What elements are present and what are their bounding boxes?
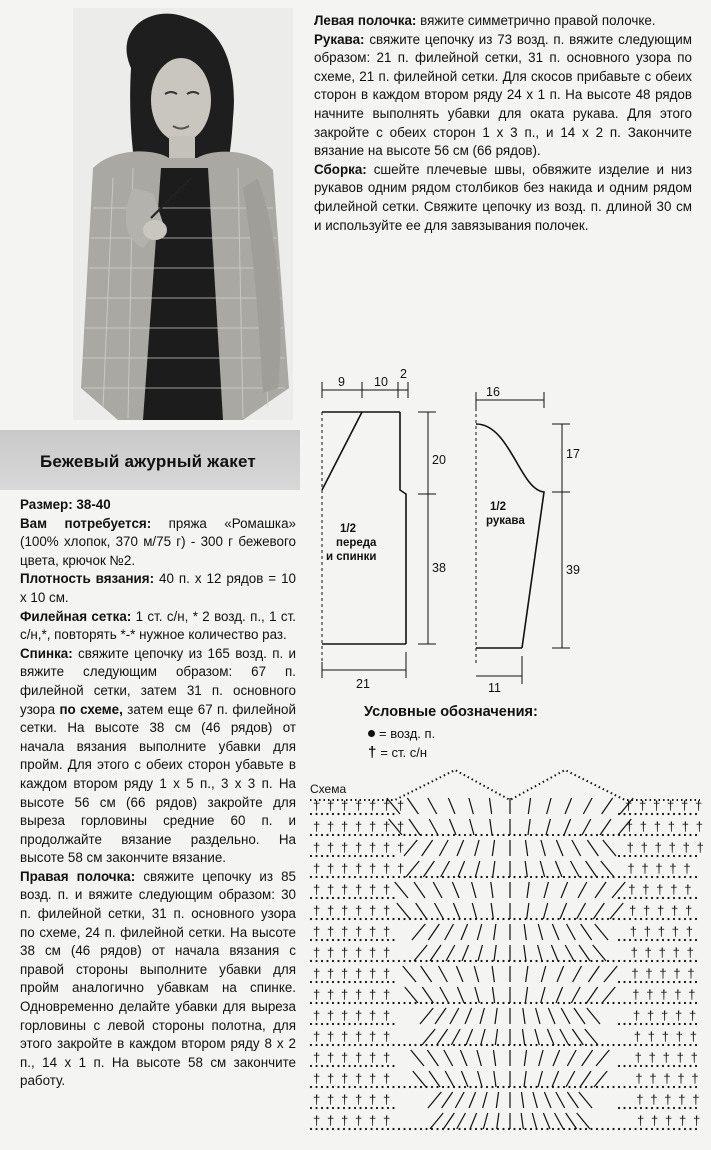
svg-text:†: † <box>327 819 335 834</box>
svg-text:†: † <box>636 1092 644 1107</box>
svg-text:†: † <box>313 924 321 939</box>
svg-text:†: † <box>397 840 405 855</box>
sleeve-bottom-dim: 11 <box>488 681 501 692</box>
svg-text:†: † <box>355 819 363 834</box>
svg-text:†: † <box>683 861 691 876</box>
svg-text:†: † <box>327 987 335 1002</box>
svg-text:†: † <box>327 1029 335 1044</box>
density-paragraph <box>20 570 296 607</box>
svg-text:†: † <box>681 819 690 834</box>
svg-text:†: † <box>341 798 349 813</box>
svg-text:†: † <box>650 1092 658 1107</box>
page-title: Бежевый ажурный жакет <box>40 452 256 471</box>
svg-text:†: † <box>625 798 633 813</box>
svg-text:†: † <box>645 966 653 981</box>
svg-text:†: † <box>656 882 664 897</box>
svg-text:†: † <box>631 966 639 981</box>
svg-text:†: † <box>327 882 335 897</box>
svg-text:†: † <box>633 1029 642 1044</box>
svg-text:†: † <box>630 945 638 960</box>
model-photo <box>73 8 293 420</box>
right-front-paragraph <box>20 868 296 1091</box>
svg-text:†: † <box>397 819 405 834</box>
svg-text:†: † <box>639 819 648 834</box>
sleeve-side-dim-2: 39 <box>566 563 580 577</box>
svg-text:†: † <box>643 903 651 918</box>
svg-text:†: † <box>691 1071 699 1086</box>
svg-text:†: † <box>397 861 405 876</box>
svg-text:†: † <box>692 1092 700 1107</box>
svg-text:†: † <box>685 924 694 939</box>
svg-text:†: † <box>695 798 703 813</box>
svg-text:†: † <box>369 1029 377 1044</box>
svg-text:†: † <box>327 966 335 981</box>
svg-text:†: † <box>679 1113 687 1128</box>
svg-text:†: † <box>663 1071 671 1086</box>
svg-text:†: † <box>355 882 363 897</box>
right-front-text: свяжите цепочку из 85 возд. п. и вяжите следующим образом: 30 п. филейной сетки, 31 п. основного узора по схеме, 24 п. филейной сетки. На высоте 38 см (46 рядов) от начала вязания с правой стороны выполните убавки для пройм аналогично убавкам на спинке. Одновременно делайте убавки для выреза горловины с левой стороны полотна, для этого закройте в каждом втором ряду 8 х 2 п., 14 х 1 п. На высоте 58 см закончите работу. <box>20 868 296 1089</box>
svg-text:†: † <box>693 1113 701 1128</box>
left-front-paragraph <box>314 12 692 31</box>
svg-text:†: † <box>341 924 349 939</box>
svg-text:†: † <box>655 861 663 876</box>
svg-text:†: † <box>633 1008 641 1023</box>
svg-text:†: † <box>667 819 676 834</box>
svg-text:†: † <box>327 945 335 960</box>
svg-text:†: † <box>685 903 693 918</box>
svg-text:†: † <box>642 882 650 897</box>
svg-text:†: † <box>383 1029 391 1044</box>
assembly-label: Сборка: <box>314 161 367 177</box>
svg-text:†: † <box>341 1071 349 1086</box>
legend-chain-text: = возд. п. <box>379 726 436 741</box>
svg-text:†: † <box>671 924 680 939</box>
svg-text:†: † <box>341 861 349 876</box>
svg-text:†: † <box>313 1029 321 1044</box>
svg-text:†: † <box>313 840 321 855</box>
svg-text:†: † <box>369 1050 377 1065</box>
svg-text:†: † <box>695 819 704 834</box>
svg-text:†: † <box>688 987 696 1002</box>
body-label-2: переда <box>336 537 377 549</box>
assembly-text: сшейте плечевые швы, обвяжите изделие и низ рукавов одним рядом столбиков без накида и одним рядом филейной сетки. Свяжите цепочку из возд. п. длиной 30 см и используйте ее для завязывания полочек. <box>314 161 692 233</box>
svg-text:†: † <box>627 861 635 876</box>
schema-label: Схема <box>310 782 347 796</box>
svg-text:†: † <box>355 924 363 939</box>
svg-text:†: † <box>657 903 665 918</box>
svg-text:†: † <box>327 840 335 855</box>
svg-text:†: † <box>313 882 321 897</box>
legend-dc-text: = ст. с/н <box>380 745 428 760</box>
svg-text:†: † <box>369 966 377 981</box>
svg-text:†: † <box>313 1113 321 1128</box>
svg-text:†: † <box>327 1113 335 1128</box>
left-front-text: вяжите симметрично правой полочке. <box>420 13 656 28</box>
materials-label: Вам потребуется: <box>20 515 152 531</box>
sleeve-side-dim-1: 17 <box>566 447 580 461</box>
body-top-dim-1: 9 <box>338 375 345 389</box>
svg-text:†: † <box>383 903 391 918</box>
svg-text:†: † <box>651 1113 659 1128</box>
svg-text:†: † <box>397 798 405 813</box>
svg-text:†: † <box>653 819 662 834</box>
svg-text:†: † <box>644 945 652 960</box>
svg-text:†: † <box>355 1029 363 1044</box>
svg-text:†: † <box>341 840 349 855</box>
svg-text:†: † <box>355 1008 363 1023</box>
assembly-paragraph <box>314 161 692 235</box>
svg-text:†: † <box>673 966 681 981</box>
svg-text:†: † <box>625 819 634 834</box>
svg-text:†: † <box>327 1092 335 1107</box>
filet-label: Филейная сетка: <box>20 608 132 624</box>
svg-text:†: † <box>682 840 690 855</box>
svg-text:†: † <box>659 966 667 981</box>
svg-text:†: † <box>640 840 648 855</box>
svg-text:†: † <box>662 1050 670 1065</box>
svg-text:†: † <box>341 882 349 897</box>
svg-text:†: † <box>668 840 676 855</box>
left-front-label: Левая полочка: <box>314 13 417 28</box>
svg-text:†: † <box>383 798 391 813</box>
density-label: Плотность вязания: <box>20 571 155 587</box>
svg-text:†: † <box>341 987 349 1002</box>
svg-text:†: † <box>628 882 636 897</box>
svg-text:†: † <box>341 1008 349 1023</box>
svg-text:†: † <box>678 1092 686 1107</box>
svg-text:†: † <box>383 1008 391 1023</box>
svg-text:†: † <box>341 966 349 981</box>
body-label-3: и спинки <box>326 551 377 563</box>
svg-text:†: † <box>341 903 349 918</box>
svg-text:†: † <box>313 903 321 918</box>
svg-text:†: † <box>327 903 335 918</box>
svg-text:†: † <box>327 1008 335 1023</box>
right-front-label: Правая полочка: <box>20 868 136 884</box>
legend-chain <box>368 726 435 741</box>
svg-text:†: † <box>635 1071 643 1086</box>
svg-text:†: † <box>629 903 637 918</box>
svg-text:†: † <box>654 840 662 855</box>
svg-text:†: † <box>313 987 321 1002</box>
svg-text:†: † <box>355 840 363 855</box>
svg-text:†: † <box>369 1092 377 1107</box>
svg-text:†: † <box>383 861 391 876</box>
svg-text:†: † <box>327 1050 335 1065</box>
svg-text:†: † <box>653 798 661 813</box>
svg-text:†: † <box>369 798 377 813</box>
svg-text:†: † <box>383 1050 391 1065</box>
svg-text:†: † <box>689 1029 698 1044</box>
svg-text:†: † <box>383 1071 391 1086</box>
svg-text:†: † <box>313 1050 321 1065</box>
svg-text:†: † <box>383 1113 391 1128</box>
filet-text: 1 ст. с/н, * 2 возд. п., 1 ст. с/н,*, повторять *-* нужное количество раз. <box>20 608 296 643</box>
pattern-diagrams <box>300 362 711 692</box>
back-text-2: затем еще 67 п. филейной сетки. На высоте 38 см (46 рядов) от начала вязания выполните убавки для пройм. Для этого с обеих сторон убавьте в каждом втором ряду 1 х 5 п., 3 х 3 п. На высоте 56 см (66 рядов) закройте для выреза горловины средние 60 п. и продолжайте вязание раздельно. На высоте 58 см закончите вязание. <box>20 701 296 866</box>
svg-text:†: † <box>327 798 335 813</box>
svg-text:†: † <box>665 1113 673 1128</box>
svg-text:†: † <box>674 987 682 1002</box>
svg-text:†: † <box>369 861 377 876</box>
chain-stitch-icon <box>368 730 375 737</box>
density-text: 40 п. х 12 рядов = 10 х 10 см. <box>20 571 296 605</box>
legend-title: Условные обозначения: <box>364 704 538 720</box>
svg-text:†: † <box>383 1092 391 1107</box>
svg-text:†: † <box>341 1092 349 1107</box>
svg-text:†: † <box>647 1008 655 1023</box>
svg-text:†: † <box>327 924 335 939</box>
double-crochet-icon: † <box>368 744 377 761</box>
body-side-dim-1: 20 <box>432 453 446 467</box>
svg-text:†: † <box>658 945 666 960</box>
svg-text:†: † <box>369 819 377 834</box>
svg-text:†: † <box>313 861 321 876</box>
svg-text:†: † <box>660 987 668 1002</box>
svg-text:†: † <box>383 987 391 1002</box>
svg-text:†: † <box>667 798 675 813</box>
materials-text: пряжа «Ромашка» (100% хлопок, 370 м/75 г) - 300 г бежевого цвета, крючок №2. <box>20 515 296 568</box>
svg-text:†: † <box>313 819 321 834</box>
size-label: Размер: <box>20 497 73 512</box>
svg-text:†: † <box>341 1029 349 1044</box>
left-column <box>20 496 296 1091</box>
svg-text:†: † <box>676 1050 684 1065</box>
svg-text:†: † <box>327 861 335 876</box>
svg-text:†: † <box>687 966 695 981</box>
svg-text:†: † <box>355 1092 363 1107</box>
svg-text:†: † <box>672 945 680 960</box>
back-bold: по схеме, <box>59 701 123 717</box>
sleeve-label-2: рукава <box>486 515 525 527</box>
svg-text:†: † <box>637 1113 645 1128</box>
svg-text:†: † <box>670 882 678 897</box>
svg-text:†: † <box>355 987 363 1002</box>
svg-text:†: † <box>641 861 649 876</box>
svg-text:†: † <box>689 1008 697 1023</box>
svg-text:†: † <box>664 1092 672 1107</box>
svg-text:†: † <box>681 798 689 813</box>
svg-text:†: † <box>649 1071 657 1086</box>
svg-text:†: † <box>327 1071 335 1086</box>
svg-text:†: † <box>383 945 391 960</box>
svg-text:†: † <box>313 945 321 960</box>
svg-text:†: † <box>369 1071 377 1086</box>
size-paragraph <box>20 496 296 515</box>
filet-paragraph <box>20 608 296 645</box>
svg-text:†: † <box>686 945 694 960</box>
body-bottom-dim: 21 <box>356 677 370 691</box>
svg-text:†: † <box>355 966 363 981</box>
body-label-1: 1/2 <box>340 523 356 535</box>
body-side-dim-2: 38 <box>432 561 446 575</box>
svg-text:†: † <box>355 1071 363 1086</box>
svg-text:†: † <box>369 924 377 939</box>
svg-text:†: † <box>639 798 647 813</box>
svg-text:†: † <box>669 861 677 876</box>
legend-dc <box>368 744 427 761</box>
svg-text:†: † <box>696 840 704 855</box>
crochet-schema <box>305 760 705 1145</box>
svg-text:†: † <box>355 861 363 876</box>
svg-text:†: † <box>313 1008 321 1023</box>
svg-text:†: † <box>647 1029 656 1044</box>
body-top-dim-2: 10 <box>374 375 388 389</box>
right-column <box>314 12 692 235</box>
svg-text:†: † <box>369 882 377 897</box>
svg-text:†: † <box>632 987 640 1002</box>
svg-text:†: † <box>355 1113 363 1128</box>
svg-text:†: † <box>313 1092 321 1107</box>
svg-text:†: † <box>355 1050 363 1065</box>
svg-text:†: † <box>643 924 652 939</box>
svg-text:†: † <box>341 1113 349 1128</box>
svg-text:†: † <box>355 945 363 960</box>
svg-text:†: † <box>626 840 634 855</box>
svg-text:†: † <box>341 945 349 960</box>
svg-text:†: † <box>383 819 391 834</box>
back-text-1: свяжите цепочку из 165 возд. п. и вяжите следующим образом: 67 п. филейной сетки, затем 31 п. основного узора <box>20 645 296 717</box>
svg-text:†: † <box>355 798 363 813</box>
svg-text:†: † <box>355 903 363 918</box>
svg-text:†: † <box>675 1029 684 1044</box>
sleeves-label: Рукава: <box>314 31 365 47</box>
svg-text:†: † <box>634 1050 642 1065</box>
svg-text:†: † <box>675 1008 683 1023</box>
svg-text:†: † <box>661 1008 669 1023</box>
svg-text:†: † <box>313 798 321 813</box>
svg-text:†: † <box>383 924 391 939</box>
svg-text:†: † <box>383 966 391 981</box>
svg-text:†: † <box>313 1071 321 1086</box>
svg-text:†: † <box>369 1113 377 1128</box>
svg-text:†: † <box>646 987 654 1002</box>
svg-text:†: † <box>684 882 692 897</box>
svg-text:†: † <box>671 903 679 918</box>
size-value: 38-40 <box>76 497 111 512</box>
svg-text:†: † <box>383 882 391 897</box>
svg-text:†: † <box>661 1029 670 1044</box>
svg-text:†: † <box>369 903 377 918</box>
svg-text:†: † <box>383 840 391 855</box>
svg-text:†: † <box>369 1008 377 1023</box>
materials-paragraph <box>20 515 296 571</box>
svg-text:†: † <box>341 1050 349 1065</box>
sleeve-label-1: 1/2 <box>490 501 506 513</box>
svg-text:†: † <box>690 1050 698 1065</box>
back-paragraph <box>20 645 296 868</box>
svg-text:†: † <box>629 924 638 939</box>
svg-text:†: † <box>657 924 666 939</box>
svg-text:†: † <box>677 1071 685 1086</box>
svg-text:†: † <box>369 945 377 960</box>
back-label: Спинка: <box>20 645 73 661</box>
sleeves-paragraph <box>314 31 692 161</box>
svg-text:†: † <box>341 819 349 834</box>
body-top-dim-3: 2 <box>400 367 407 381</box>
svg-text:†: † <box>648 1050 656 1065</box>
svg-text:†: † <box>369 987 377 1002</box>
sleeve-top-dim: 16 <box>486 385 500 399</box>
svg-text:†: † <box>313 966 321 981</box>
sleeves-text: свяжите цепочку из 73 возд. п. вяжите следующим образом: 21 п. филейной сетки, 31 п. основного узора по схеме, 21 п. филейной сетки. Для скосов прибавьте с обеих сторон в каждом втором ряду 24 х 1 п. На высоте 48 рядов начните выполнять убавки для оката рукава. Для этого закройте с обеих сторон 1 х 3 п., и 14 х 2 п. Закончите вязание на высоте 56 см (66 рядов). <box>314 31 692 159</box>
svg-text:†: † <box>369 840 377 855</box>
